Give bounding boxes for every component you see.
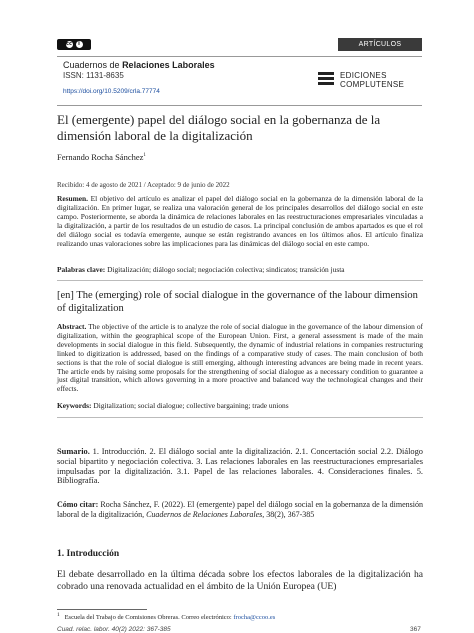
footnote-rule	[57, 609, 147, 610]
journal-name: Cuadernos de Relaciones Laborales	[63, 60, 215, 70]
section-tag: ARTÍCULOS	[338, 38, 422, 51]
keywords: Keywords: Digitalization; social dialogue; collective bargaining; trade unions	[57, 401, 289, 410]
palabras-clave: Palabras clave: Digitalización; diálogo social; negociación colectiva; sindicatos; transición justa	[57, 265, 345, 274]
divider	[57, 417, 423, 418]
issn: ISSN: 1131-8635	[63, 71, 124, 80]
sumario: Sumario. 1. Introducción. 2. El diálogo social ante la digitalización. 2.1. Concertación social 2.2. Diálogo social bipartito y negociación colectiva. 3. Las relaciones laborales en las reestructuraciones empresariales impulsadas por la digitalización. 3.1. Papel de las relaciones laborales. 4. Consideraciones finales. 5. Bibliografía.	[57, 447, 423, 486]
resumen: Resumen. El objetivo del artículo es analizar el papel del diálogo social en la gobernanza de la dimensión laboral de la digitalización. En primer lugar, se realiza una valoración general de los principales desarrollos del diálogo social en este campo. Posteriormente, se aborda la dinámica de relaciones laborales en las reestructuraciones empresariales vinculadas a la digitalización, a partir de los resultados de un estudio de casos. La principal conclusión de ambos apartados es que el rol del diálogo social es todavía emergente, aunque se están registrando avances en los últimos años. El artículo finaliza realizando unas valoraciones sobre las implicaciones para las dinámicas del diálogo social en este campo.	[57, 194, 423, 248]
divider	[57, 280, 423, 281]
como-citar: Cómo citar: Rocha Sánchez, F. (2022). El (emergente) papel del diálogo social en la gobernanza de la dimensión laboral de la digitalización, Cuadernos de Relaciones Laborales, 38(2), 367-385	[57, 500, 424, 519]
author: Fernando Rocha Sánchez$^1$	[57, 152, 146, 162]
cc-license-icon: cc i	[57, 39, 91, 50]
publisher-logo-icon	[318, 72, 334, 86]
article-title: El (emergente) papel del diálogo social en la gobernanza de la dimensión laboral de la digitalización	[57, 112, 381, 143]
abstract: Abstract. The objective of the article is to analyze the role of social dialogue in the governance of the labour dimension of digitalization, within the geographical scope of the European Union. First, a general assessment is made of the main developments in social dialogue in this field. Subsequently, the dynamic of industrial relations in companies restructuring linked to digitization is addressed, based on the findings of a comparative study of cases. The main conclusion of both sections is that the role of social dialogue is still emerging, although interesting advances are being made in recent years. The article ends by raising some proposals for the strengthening of social dialogue as a necessary condition to guarantee a just digital transition, which allows governing in a more proactive and balanced way the technological changes and their effects.	[57, 322, 423, 394]
footnote: $^1$ Escuela del Trabajo de Comisiones Obreras. Correo electrónico: frocha@ccoo.es	[57, 612, 276, 622]
journal-reference: Cuad. relac. labor. 40(2) 2022: 367-385	[57, 626, 171, 633]
page-number: 367	[410, 626, 421, 633]
doi-link[interactable]: https://doi.org/10.5209/crla.77774	[63, 88, 160, 95]
section-heading: 1. Introducción	[57, 549, 120, 559]
dates: Recibido: 4 de agosto de 2021 / Aceptado: 9 de junio de 2022	[57, 181, 230, 189]
email-link[interactable]: frocha@ccoo.es	[233, 614, 276, 622]
publisher-name: EDICIONES COMPLUTENSE	[340, 71, 405, 89]
intro-paragraph: El debate desarrollado en la última década sobre los efectos laborales de la digitalización ha cobrado una renovada actualidad en el ámbito de la Unión Europea (UE)	[57, 569, 423, 592]
english-title: [en] The (emerging) role of social dialogue in the governance of the labour dimension of digitalization	[57, 290, 418, 314]
